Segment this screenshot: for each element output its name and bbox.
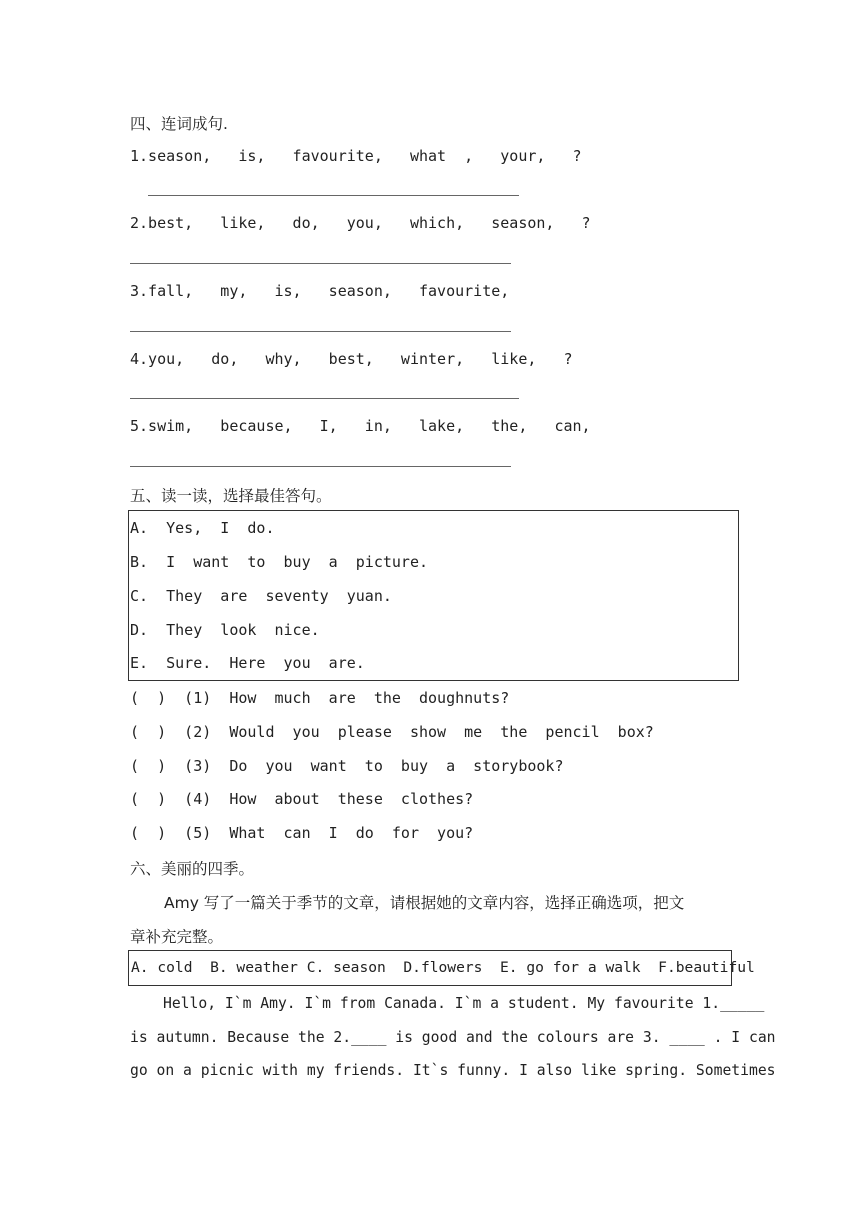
option-a: A. Yes, I do.: [130, 519, 275, 537]
question-4: ( ) (4) How about these clothes?: [130, 790, 474, 808]
section-4-heading: 四、连词成句.: [130, 115, 228, 133]
answer-line-2: [130, 263, 511, 264]
question-1: ( ) (1) How much are the doughnuts?: [130, 689, 510, 707]
section-6-heading: 六、美丽的四季。: [130, 860, 255, 878]
reorder-item-5: 5.swim, because, I, in, lake, the, can,: [130, 417, 591, 435]
passage-line-3: go on a picnic with my friends. It`s funny. I also like spring. Sometimes: [130, 1062, 776, 1079]
option-b: B. I want to buy a picture.: [130, 553, 429, 571]
question-2: ( ) (2) Would you please show me the pencil box?: [130, 723, 654, 741]
question-5: ( ) (5) What can I do for you?: [130, 824, 474, 842]
answer-line-3: [130, 331, 511, 332]
section-6-intro-line-1: Amy 写了一篇关于季节的文章，请根据她的文章内容，选择正确选项，把文: [164, 894, 685, 912]
reorder-item-3: 3.fall, my, is, season, favourite,: [130, 282, 510, 300]
answer-line-1: [148, 195, 519, 196]
option-e: E. Sure. Here you are.: [130, 654, 365, 672]
answer-line-4: [130, 398, 519, 399]
word-bank: A. cold B. weather C. season D.flowers E. go for a walk F.beautiful: [131, 959, 755, 976]
passage-line-2: is autumn. Because the 2.____ is good and the colours are 3. ____ . I can: [130, 1029, 776, 1046]
option-d: D. They look nice.: [130, 621, 320, 639]
section-6-intro-line-2: 章补充完整。: [130, 928, 224, 946]
reorder-item-2: 2.best, like, do, you, which, season, ?: [130, 214, 591, 232]
passage-line-1: Hello, I`m Amy. I`m from Canada. I`m a student. My favourite 1._____: [163, 995, 765, 1012]
section-5-heading: 五、读一读，选择最佳答句。: [130, 487, 332, 505]
answer-line-5: [130, 466, 511, 467]
reorder-item-1: 1.season, is, favourite, what , your, ?: [130, 147, 582, 165]
question-3: ( ) (3) Do you want to buy a storybook?: [130, 757, 564, 775]
option-c: C. They are seventy yuan.: [130, 587, 392, 605]
reorder-item-4: 4.you, do, why, best, winter, like, ?: [130, 350, 573, 368]
